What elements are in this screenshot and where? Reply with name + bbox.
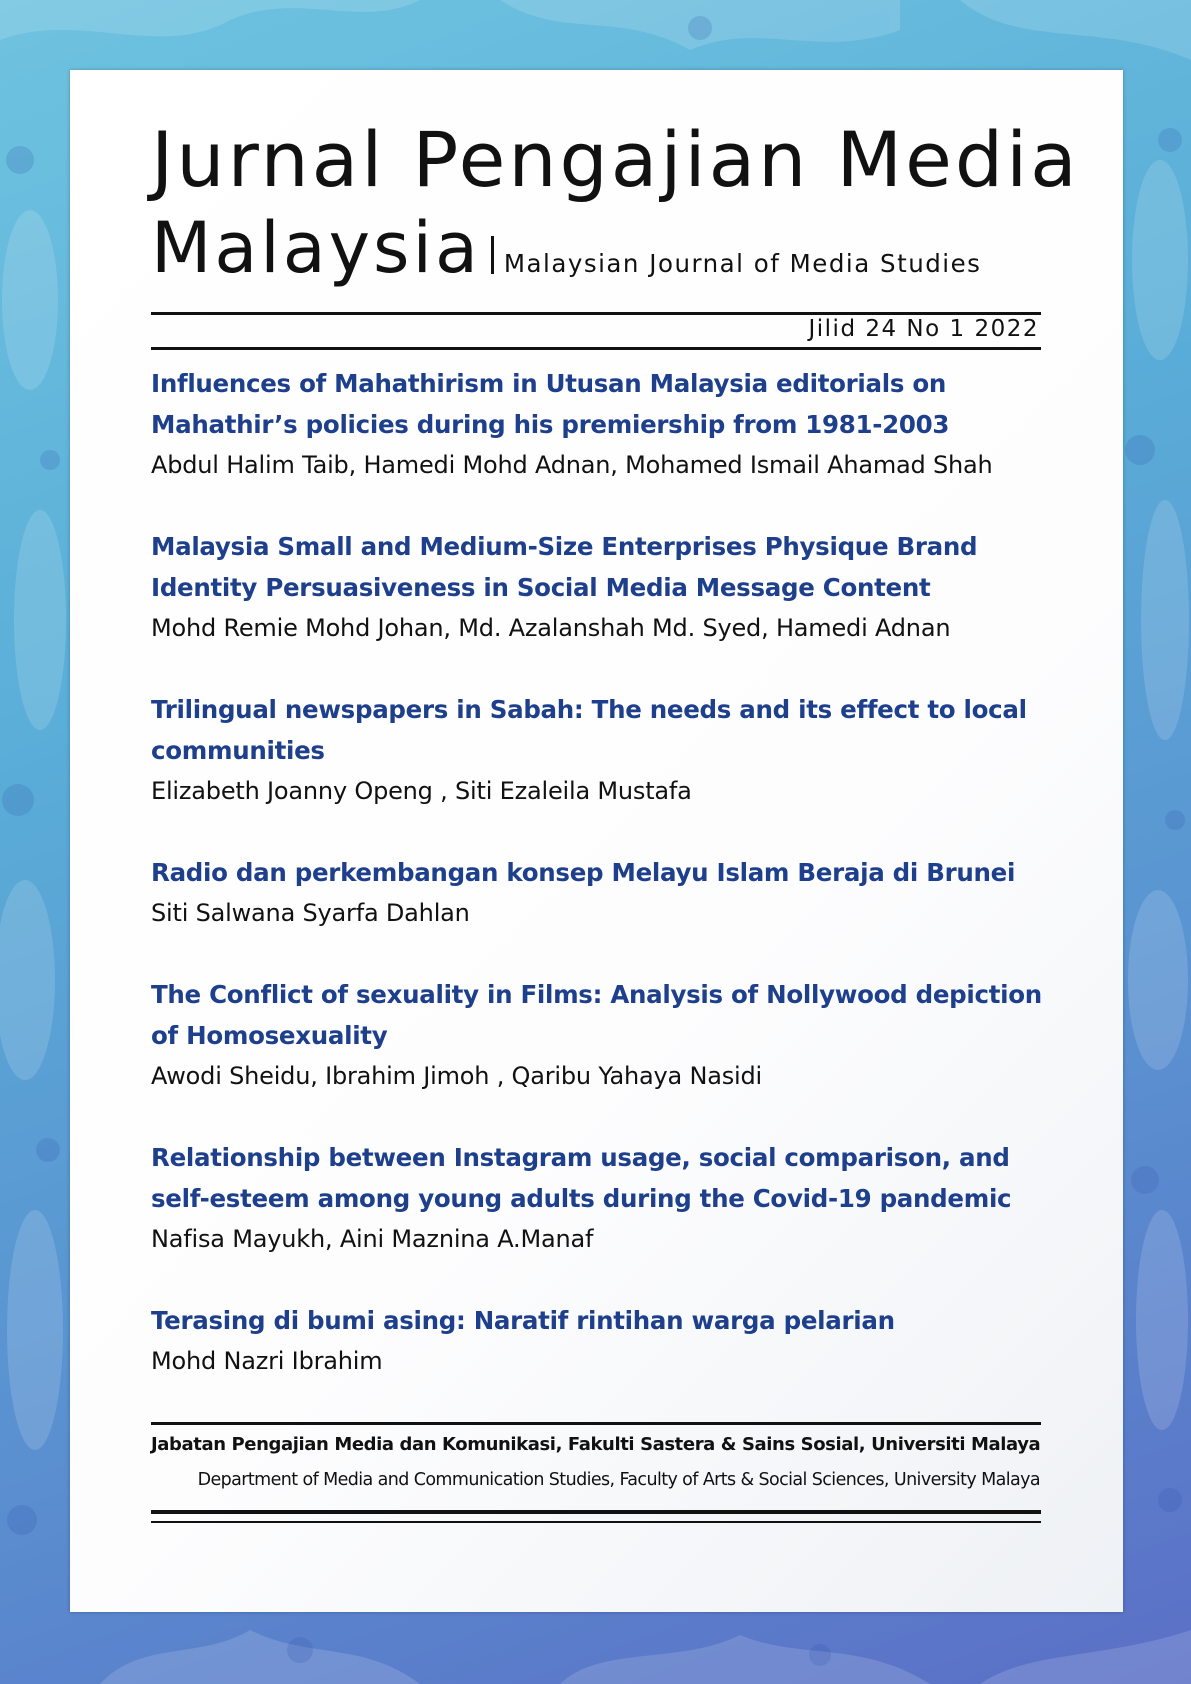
article-title: Malaysia Small and Medium-Size Enterprises Physique Brand Identity Persuasiveness in Social Media Message Content [151, 532, 978, 602]
article-authors: Mohd Nazri Ibrahim [151, 1347, 383, 1375]
journal-title-line2 [151, 207, 982, 289]
article-title: Influences of Mahathirism in Utusan Malaysia editorials on Mahathir’s policies during his premiership from 1981-2003 [151, 369, 950, 439]
footer-rule-thick [151, 1510, 1041, 1514]
article-authors: Nafisa Mayukh, Aini Maznina A.Manaf [151, 1225, 594, 1253]
table-of-contents [151, 363, 1051, 1422]
article-authors: Abdul Halim Taib, Hamedi Mohd Adnan, Mohamed Ismail Ahamad Shah [151, 451, 993, 479]
article-title: Trilingual newspapers in Sabah: The needs and its effect to local communities [151, 695, 1027, 765]
title-separator [491, 236, 494, 274]
article-entry [151, 689, 1051, 812]
article-title: The Conflict of sexuality in Films: Analysis of Nollywood depiction of Homosexuality [151, 980, 1042, 1050]
article-entry [151, 1300, 1051, 1382]
article-title: Radio dan perkembangan konsep Melayu Islam Beraja di Brunei [151, 858, 1016, 887]
footer-rule-thin [151, 1521, 1041, 1523]
article-title: Relationship between Instagram usage, social comparison, and self-esteem among young adults during the Covid-19 pandemic [151, 1143, 1012, 1213]
article-entry [151, 363, 1051, 486]
article-entry [151, 974, 1051, 1097]
journal-subtitle: Malaysian Journal of Media Studies [503, 249, 982, 278]
department-name-malay: Jabatan Pengajian Media dan Komunikasi, Fakulti Sastera & Sains Sosial, Universiti Malaya [151, 1434, 1041, 1455]
journal-title: Jurnal Pengajian Media [151, 115, 1080, 204]
article-authors: Mohd Remie Mohd Johan, Md. Azalanshah Md. Syed, Hamedi Adnan [151, 614, 951, 642]
journal-cover-page [70, 70, 1123, 1612]
volume-issue: Jilid 24 No 1 2022 [808, 316, 1039, 342]
footer-rule-top [151, 1422, 1041, 1425]
article-title: Terasing di bumi asing: Naratif rintihan warga pelarian [151, 1306, 895, 1335]
article-entry [151, 526, 1051, 649]
header-rule-top [151, 312, 1041, 315]
article-authors: Siti Salwana Syarfa Dahlan [151, 899, 470, 927]
article-authors: Awodi Sheidu, Ibrahim Jimoh , Qaribu Yahaya Nasidi [151, 1062, 763, 1090]
journal-title-malaysia: Malaysia [151, 207, 481, 289]
department-name-english: Department of Media and Communication Studies, Faculty of Arts & Social Sciences, University Malaya [197, 1470, 1040, 1490]
article-entry [151, 1137, 1051, 1260]
article-authors: Elizabeth Joanny Openg , Siti Ezaleila Mustafa [151, 777, 692, 805]
article-entry [151, 852, 1051, 934]
header-rule-bottom [151, 347, 1041, 350]
